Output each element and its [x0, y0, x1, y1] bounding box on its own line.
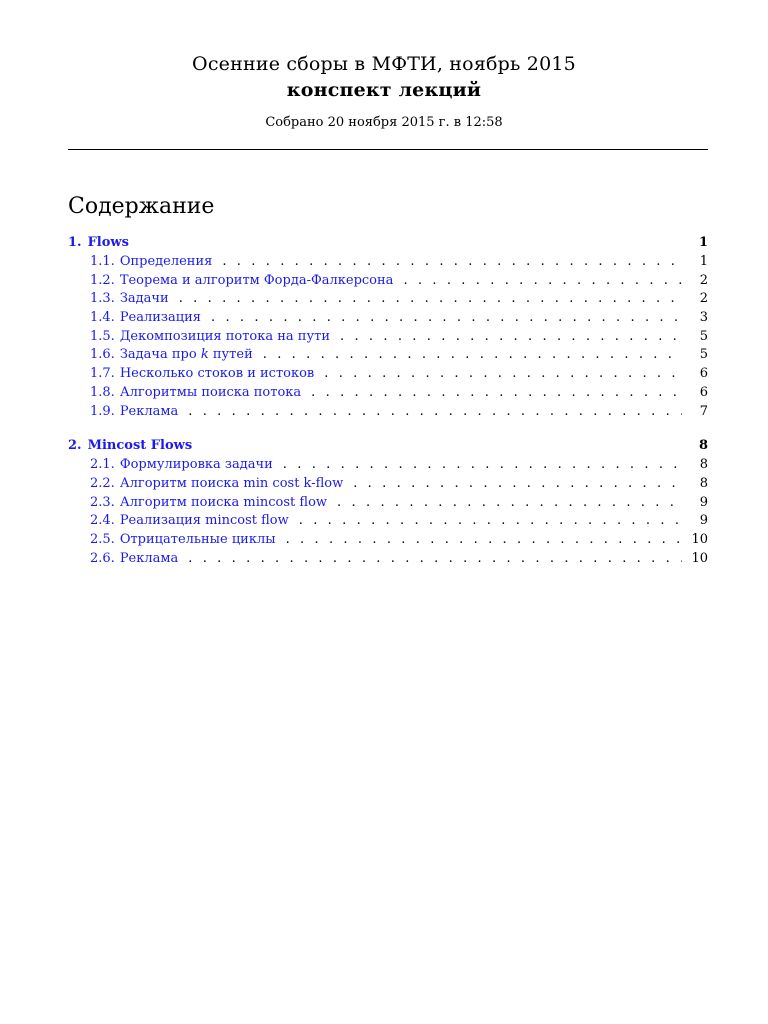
- toc-section-2: [68, 436, 708, 568]
- item-title: Реклама: [119, 403, 179, 419]
- dot-leader: [179, 290, 682, 309]
- dot-leader: [403, 272, 682, 291]
- item-number: 1.5.: [90, 328, 115, 344]
- toc-item-row: [68, 403, 708, 422]
- toc-item-row: [68, 346, 708, 365]
- toc-item-row: [68, 494, 708, 513]
- item-number: 1.9.: [90, 403, 115, 419]
- section-title: Flows: [87, 235, 129, 250]
- toc-link-item[interactable]: [90, 456, 273, 475]
- item-title-suffix: путей: [208, 347, 253, 363]
- toc-item-row: [68, 328, 708, 347]
- section-number: 1.: [68, 235, 82, 250]
- item-title-prefix: Задача про: [119, 347, 201, 363]
- item-title: Реализация mincost flow: [119, 513, 289, 529]
- toc-item-row: [68, 309, 708, 328]
- page-number: 6: [699, 366, 708, 382]
- toc-section-1: [68, 233, 708, 421]
- item-title: Реклама: [119, 550, 179, 566]
- page-number: 1: [698, 235, 708, 250]
- toc-section-row: [68, 436, 708, 456]
- item-title: Отрицательные циклы: [119, 531, 276, 547]
- dot-leader: [337, 494, 682, 513]
- item-title: Теорема и алгоритм Форда-Фалкерсона: [119, 272, 394, 288]
- page-number: 10: [691, 531, 708, 547]
- page-number: 5: [699, 347, 708, 363]
- table-of-contents: [68, 233, 708, 583]
- item-title: Несколько стоков и истоков: [119, 366, 315, 382]
- toc-item-row: [68, 365, 708, 384]
- page-number: 1: [699, 254, 708, 269]
- item-title-variable: k: [200, 347, 209, 363]
- dot-leader: [299, 512, 682, 531]
- dot-leader: [188, 550, 682, 569]
- page-subtitle: конспект лекций: [286, 79, 482, 101]
- toc-link-item[interactable]: [90, 550, 178, 569]
- dot-leader: [286, 531, 682, 550]
- dot-leader: [222, 253, 682, 272]
- toc-link-item[interactable]: [90, 253, 212, 272]
- toc-link-item[interactable]: [90, 290, 169, 309]
- page-number: 5: [699, 328, 708, 344]
- item-title: Определения: [119, 254, 213, 269]
- page-number: 8: [698, 438, 708, 454]
- toc-link-item[interactable]: [90, 494, 327, 513]
- toc-section-row: [68, 233, 708, 253]
- item-number: 1.8.: [90, 384, 115, 400]
- page-number: 8: [699, 457, 708, 473]
- build-date: Собрано 20 ноября 2015 г. в 12:58: [265, 115, 503, 130]
- section-number: 2.: [68, 438, 82, 454]
- toc-link-item[interactable]: [90, 403, 178, 422]
- item-number: 1.7.: [90, 366, 115, 382]
- item-number: 1.6.: [90, 347, 115, 363]
- toc-link-item[interactable]: [90, 309, 201, 328]
- item-number: 1.2.: [90, 272, 115, 288]
- dot-leader: [211, 309, 682, 328]
- toc-item-row: [68, 550, 708, 569]
- toc-item-row: [68, 531, 708, 550]
- toc-item-row: [68, 475, 708, 494]
- toc-link-section[interactable]: [68, 436, 192, 456]
- item-title: Алгоритмы поиска потока: [119, 384, 302, 400]
- toc-item-row: [68, 290, 708, 309]
- page-number: 2: [699, 291, 708, 307]
- item-title: Задачи: [119, 291, 169, 307]
- dot-leader: [311, 384, 682, 403]
- item-number: 1.4.: [90, 310, 115, 326]
- toc-item-row: [68, 456, 708, 475]
- toc-link-item[interactable]: [90, 384, 301, 403]
- item-title: Декомпозиция потока на пути: [119, 328, 330, 344]
- page-number: 9: [699, 494, 708, 510]
- toc-item-row: [68, 253, 708, 272]
- toc-link-section[interactable]: [68, 233, 129, 253]
- toc-item-row: [68, 272, 708, 291]
- item-number: 2.5.: [90, 531, 115, 547]
- toc-link-item[interactable]: [90, 512, 289, 531]
- toc-link-item[interactable]: [90, 365, 314, 384]
- item-title: Алгоритм поиска mincost flow: [119, 494, 328, 510]
- page-number: 7: [699, 403, 708, 419]
- item-number: 2.3.: [90, 494, 115, 510]
- dot-leader: [188, 403, 682, 422]
- page-title: Осенние сборы в МФТИ, ноябрь 2015: [192, 53, 576, 75]
- page-number: 2: [699, 272, 708, 288]
- item-title: Алгоритм поиска min cost k-flow: [119, 475, 344, 491]
- item-number: 1.3.: [90, 291, 115, 307]
- item-number: 2.2.: [90, 475, 115, 491]
- dot-leader: [353, 475, 682, 494]
- section-title: Mincost Flows: [87, 438, 193, 454]
- toc-item-row: [68, 512, 708, 531]
- page-number: 9: [699, 513, 708, 529]
- page-number: 3: [699, 310, 708, 326]
- item-title: Формулировка задачи: [119, 457, 273, 473]
- item-number: 2.1.: [90, 457, 115, 473]
- toc-link-item[interactable]: [90, 475, 343, 494]
- item-title: Реализация: [119, 310, 201, 326]
- toc-link-item[interactable]: [90, 346, 253, 365]
- toc-link-item[interactable]: [90, 272, 393, 291]
- toc-heading: Содержание: [68, 194, 215, 219]
- item-number: 1.1.: [90, 254, 115, 269]
- page-number: 10: [691, 550, 708, 566]
- toc-item-row: [68, 384, 708, 403]
- dot-leader: [340, 328, 682, 347]
- item-number: 2.6.: [90, 550, 115, 566]
- dot-leader: [283, 456, 682, 475]
- page-number: 6: [699, 384, 708, 400]
- toc-link-item[interactable]: [90, 328, 330, 347]
- dot-leader: [263, 346, 682, 365]
- item-number: 2.4.: [90, 513, 115, 529]
- dot-leader: [324, 365, 682, 384]
- horizontal-rule: [68, 149, 708, 150]
- toc-link-item[interactable]: [90, 531, 276, 550]
- page-number: 8: [699, 475, 708, 491]
